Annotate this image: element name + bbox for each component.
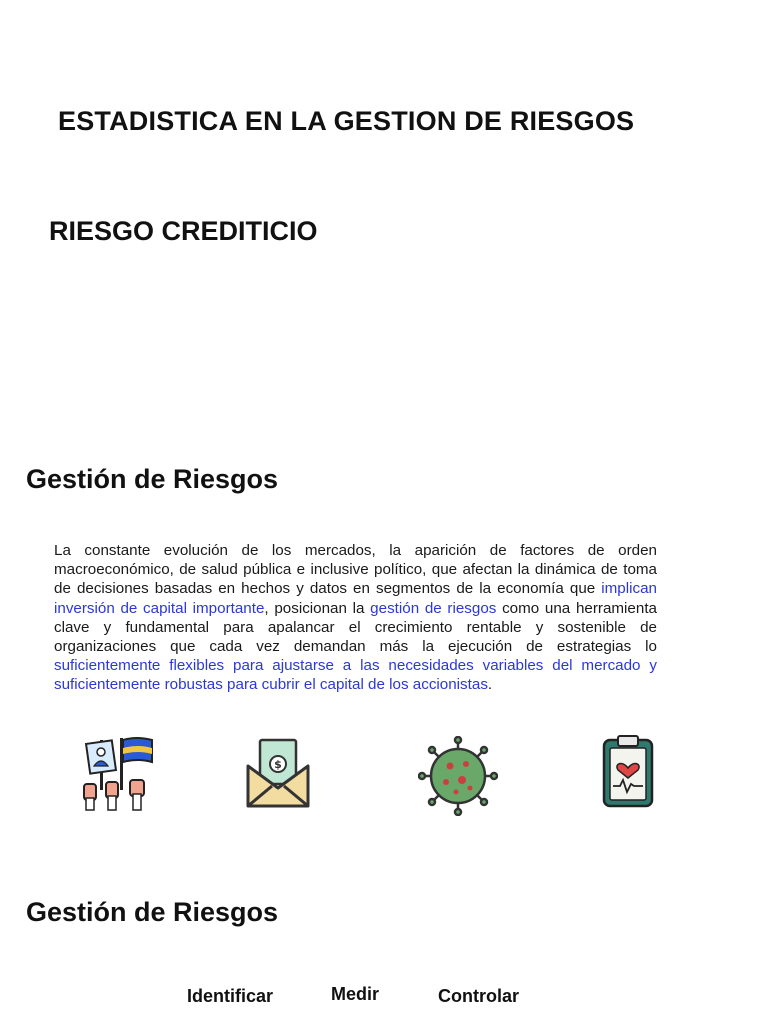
health-clipboard-icon — [588, 734, 668, 814]
section-heading-2: Gestión de Riesgos — [26, 897, 279, 927]
step-identify: Identificar — [187, 986, 274, 1006]
section-heading-1: Gestión de Riesgos — [26, 464, 279, 494]
protest-icon — [78, 732, 158, 812]
link-flexible-strategies[interactable]: suficientemente flexibles para ajustarse a las necesidades variables del mercado y suficientemente robustas para cubrir el capital de los accionistas — [54, 657, 657, 694]
intro-paragraph — [54, 541, 657, 695]
money-envelope-icon — [240, 736, 320, 816]
paragraph-text-3: como una herramienta clave y fundamental para apalancar el crecimiento rentable y sostenible de organizaciones que cada vez demandan más la ejecución de estrategias lo — [54, 599, 657, 656]
paragraph-text-4: . — [487, 676, 493, 694]
main-title: ESTADISTICA EN LA GESTION DE RIESGOS — [58, 106, 635, 136]
link-capital-investment[interactable]: implican inversión de capital importante — [54, 580, 657, 617]
link-risk-management[interactable]: gestión de riesgos — [370, 599, 497, 617]
paragraph-text-1: La constante evolución de los mercados, la aparición de factores de orden macroeconómico, de salud pública e inclusive político, que afectan la dinámica de toma de decisiones basadas en hechos y datos en segmentos de la economía que — [54, 542, 657, 598]
paragraph-text-2: , posicionan la — [264, 599, 371, 617]
svg-text:$: $ — [274, 758, 282, 771]
virus-icon — [418, 736, 498, 816]
step-control: Controlar — [438, 986, 519, 1006]
step-measure: Medir — [331, 984, 380, 1004]
sub-title: RIESGO CREDITICIO — [49, 216, 318, 246]
